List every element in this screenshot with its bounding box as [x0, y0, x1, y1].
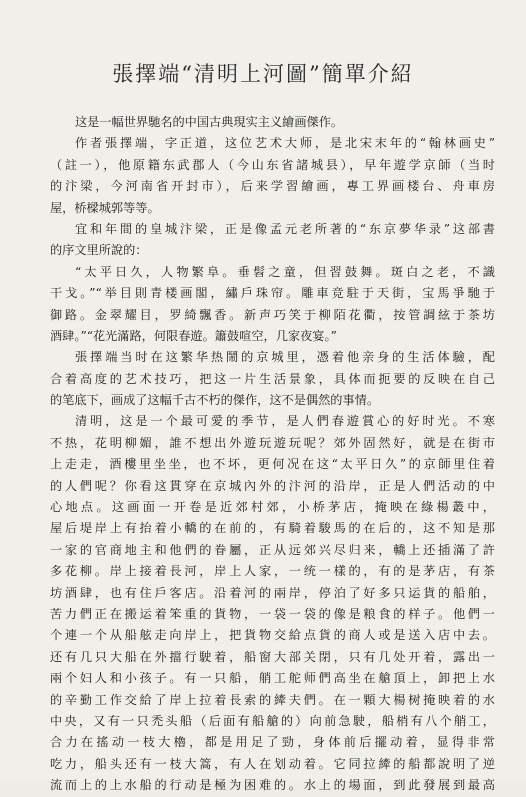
text-line: 苦力們正在搬运着笨重的貨物，一袋一袋的像是粮食的样子。他們一 — [50, 606, 495, 621]
text-line: 屋，桥樑城郭等等。 — [50, 200, 160, 215]
text-line: 合着高度的艺术技巧，把这一片生活景象，具体而扼要的反映在自己 — [50, 371, 495, 386]
text-line: 作者張擇端，字正道，这位艺术大师，是北宋末年的“翰林画史” — [75, 136, 495, 151]
text-line: 流而上的上水船的行动是極为困难的。水上的場面，到此發展到最高 — [50, 778, 495, 793]
text-line: 心地点。这画面一开卷是近郊村郊，小桥茅店，掩映在綠楊叢中， — [50, 500, 495, 515]
text-line: 御路。金翠耀目，罗綺飄香。新声巧笑于柳陌花衢，按管調絃于茶坊 — [50, 307, 495, 322]
text-line: 酒肆。”“花光滿路，何限春遊。簫鼓喧空，几家夜宴。” — [50, 328, 337, 343]
text-line: 一家的官商地主和他們的眷屬，正从远郊兴尽归来，轎上还插滿了許 — [50, 542, 495, 557]
text-line: 合力在搖动一枝大櫓，都是用足了勁，身体前后擺动着，显得非常 — [50, 735, 495, 750]
text-line: 干戈。”“举目則青楼画閣，繡戶珠帘。雕車竞駐于天街，宝馬爭馳于 — [50, 286, 495, 301]
text-line: 吃力，船头还有一枝大篙，有人在划动着。它同拉縴的船都說明了逆 — [50, 756, 495, 771]
text-line: （註一），他原籍东武郡人（今山东省諸城县），早年遊学京師（当时 — [50, 157, 495, 172]
text-line: 这是一幅世界馳名的中国古典現实主义繪画傑作。 — [75, 115, 344, 129]
text-line: 宜和年間的皇城汴梁，正是像孟元老所著的“东京夢华录”这部書 — [75, 221, 495, 236]
text-line: 中央，又有一只禿头船（后面有船艙的）向前急駛，船梢有八个艄工， — [50, 713, 495, 728]
text-line: 个連一个从船舷走向岸上，把貨物交給点貨的商人或是送入店中去。 — [50, 628, 495, 643]
text-line: 張擇端当时在这繁华热鬧的京城里，憑着他亲身的生活体驗，配 — [75, 350, 495, 365]
text-line: 兩个妇人和小孩子。有一只船，艄工舵师們高坐在艙頂上，卸把上水 — [50, 671, 495, 686]
text-line: 的序文里所說的： — [50, 243, 148, 258]
text-line: 的汴梁，今河南省开封市），后来学習繪画，專工界画楼台、舟車房 — [50, 179, 495, 194]
text-line: 坊酒肆，也有住戶客店。沿着河的兩岸，停泊了好多只运貨的船舶， — [50, 585, 495, 600]
text-line: 上走走，酒樓里坐坐，也不坏，更何况在这“太平日久”的京師里住着 — [50, 457, 495, 472]
text-line: 屋后堤岸上有抬着小轎的在前的，有騎着駿馬的在后的，这不知是那 — [50, 521, 495, 536]
text-line: 不热，花明柳媚，誰不想出外遊玩遊玩呢？郊外固然好，就是在街市 — [50, 435, 495, 450]
text-line: 还有几只大船在外擋行駛着，船窗大部关閉，只有几处开着，露出一 — [50, 649, 495, 664]
text-line: 的人們呢？你看这貫穿在京城內外的汴河的沿岸，正是人們活动的中 — [50, 478, 495, 493]
document-body — [50, 112, 495, 797]
text-line: 清明，这是一个最可愛的季节，是人們春遊賞心的好时光。不寒 — [75, 414, 495, 429]
text-line: 的笔底下，画成了这幅千古不朽的傑作，这不是偶然的事情。 — [50, 393, 380, 408]
text-line: 的辛勤工作交給了岸上拉着長索的縴夫們。在一顆大楊树掩映着的水 — [50, 692, 495, 707]
document-title: 張擇端“清明上河圖”簡單介紹 — [112, 62, 414, 86]
text-line: “太平日久，人物繁阜。垂髫之童，但習鼓舞。斑白之老，不識 — [75, 264, 495, 279]
text-line: 多花柳。岸上接着長河，岸上人家，一统一樣的，有的是茅店，有茶 — [50, 564, 495, 579]
